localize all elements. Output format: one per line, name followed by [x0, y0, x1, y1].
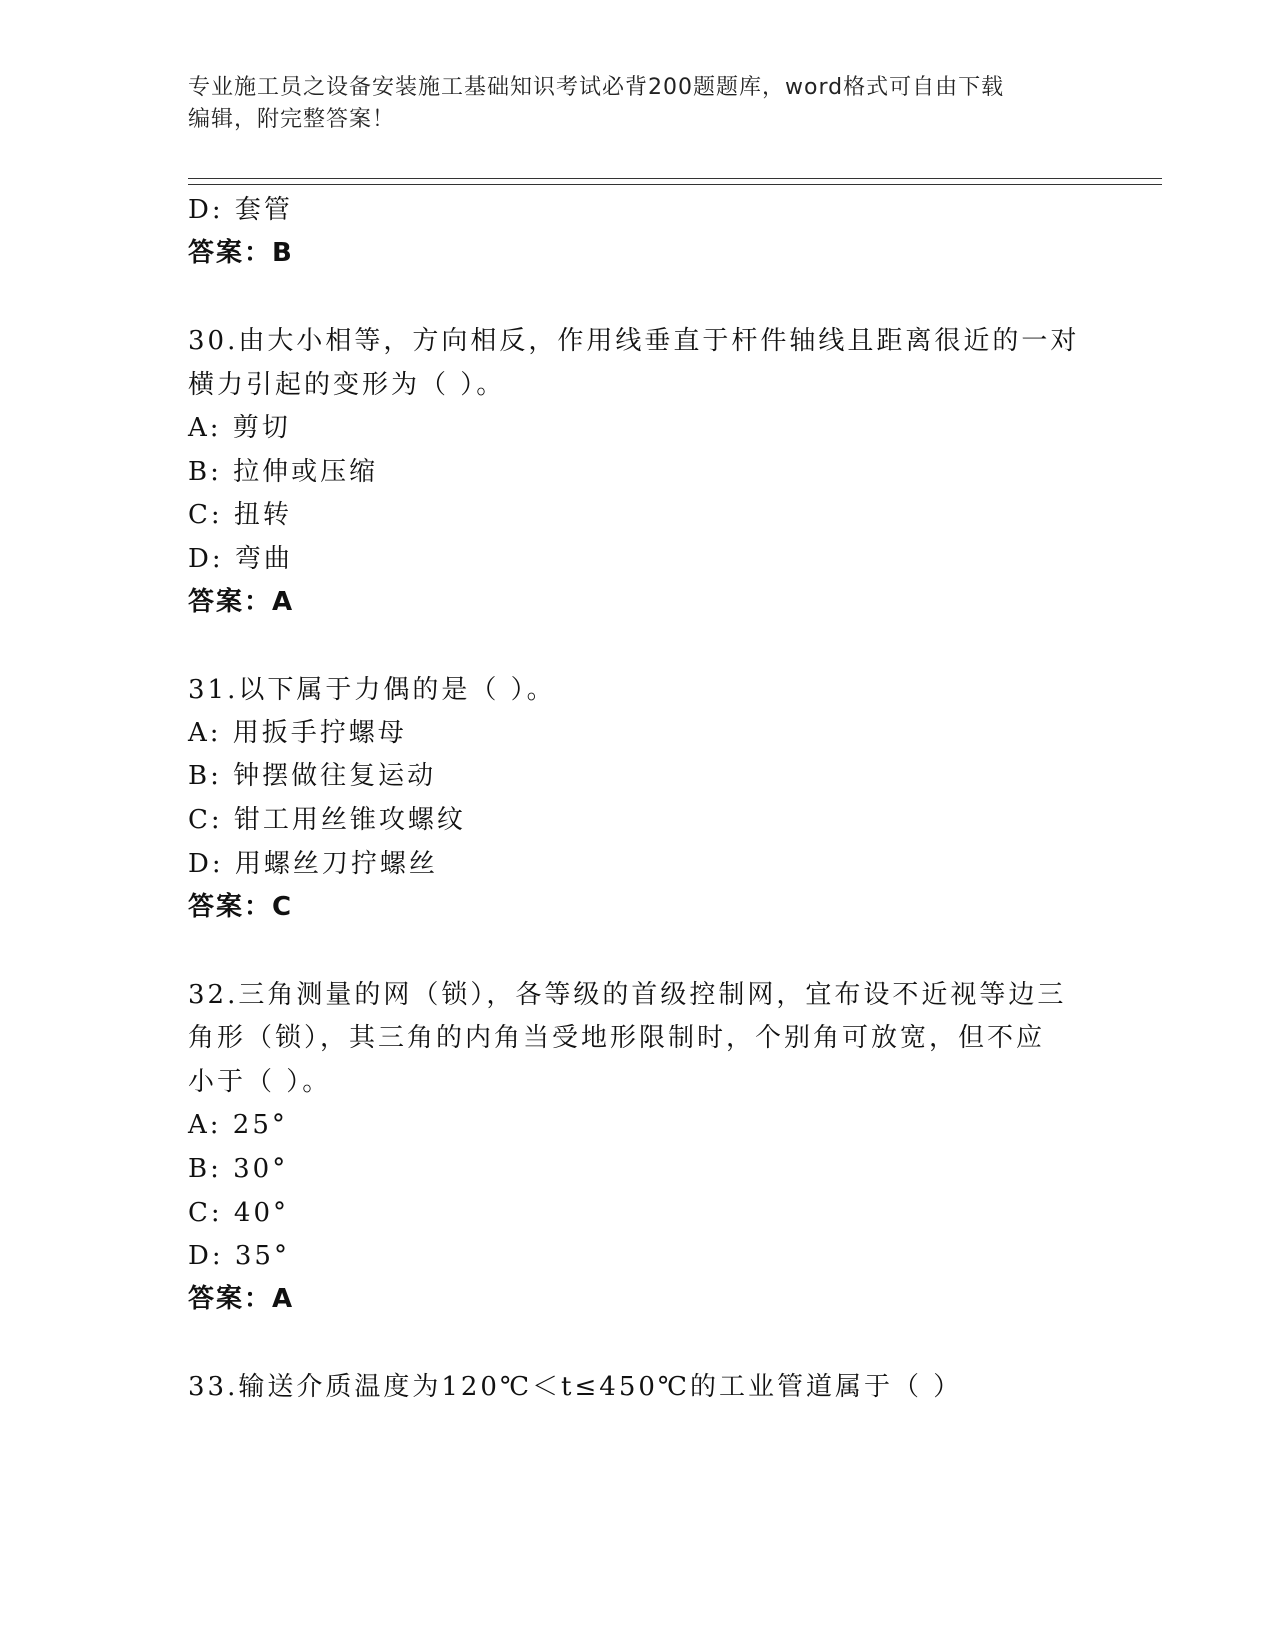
option-b: B: 30°	[188, 1154, 289, 1184]
option-a: A: 25°	[188, 1110, 288, 1140]
option-d: D: 35°	[188, 1241, 290, 1271]
header-divider-bottom	[188, 184, 1162, 185]
option-d: D: 用螺丝刀拧螺丝	[188, 849, 438, 879]
header-title-line-1: 专业施工员之设备安装施工基础知识考试必背200题题库，word格式可自由下载	[188, 75, 1005, 100]
question-30-text: 30.由大小相等，方向相反，作用线垂直于杆件轴线且距离很近的一对	[188, 326, 1080, 356]
option-b: B: 钟摆做往复运动	[188, 761, 437, 791]
option-d: D: 套管	[188, 195, 293, 225]
question-32-text-cont: 小于（ ）。	[188, 1067, 332, 1097]
question-30-text-cont: 横力引起的变形为（ ）。	[188, 370, 506, 400]
question-33-text: 33.输送介质温度为120℃＜t≤450℃的工业管道属于（ ）	[188, 1372, 963, 1402]
answer-line: 答案：B	[188, 238, 294, 268]
option-b: B: 拉伸或压缩	[188, 457, 379, 487]
answer-line: 答案：A	[188, 587, 295, 617]
option-d: D: 弯曲	[188, 544, 293, 574]
answer-line: 答案：A	[188, 1284, 295, 1314]
option-c: C: 40°	[188, 1198, 290, 1228]
header-title-line-2: 编辑，附完整答案！	[188, 107, 396, 132]
question-32-text-cont: 角形（锁），其三角的内角当受地形限制时，个别角可放宽，但不应	[188, 1023, 1046, 1053]
option-c: C: 扭转	[188, 500, 292, 530]
answer-line: 答案：C	[188, 892, 294, 922]
question-32-text: 32.三角测量的网（锁），各等级的首级控制网，宜布设不近视等边三	[188, 980, 1067, 1010]
header-divider-top	[188, 178, 1162, 179]
document-header	[188, 72, 1068, 136]
option-c: C: 钳工用丝锥攻螺纹	[188, 805, 466, 835]
question-31-text: 31.以下属于力偶的是（ ）。	[188, 675, 556, 705]
option-a: A: 剪切	[188, 413, 291, 443]
option-a: A: 用扳手拧螺母	[188, 718, 407, 748]
